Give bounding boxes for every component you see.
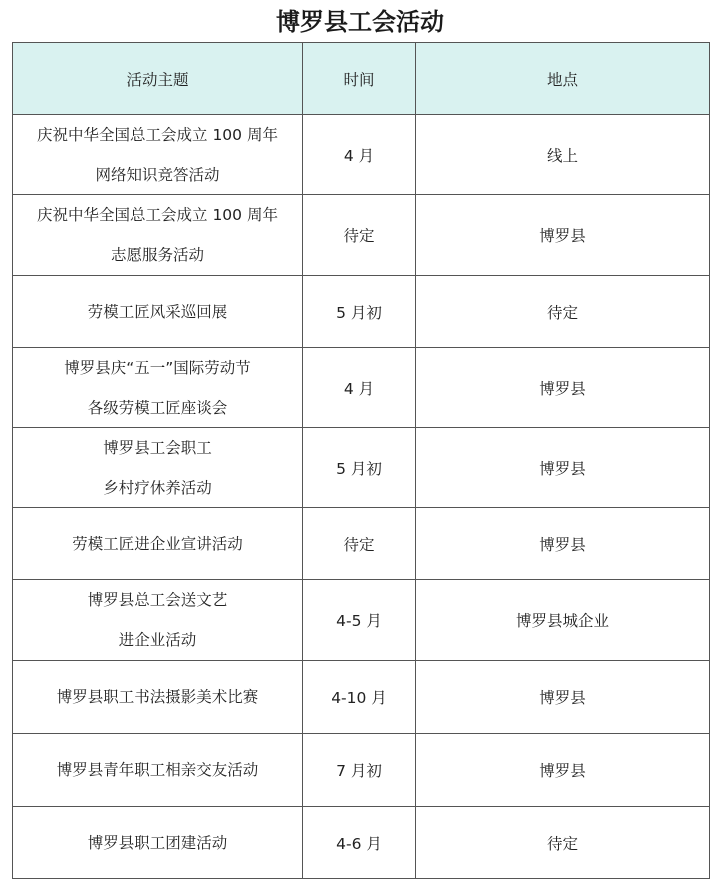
time-cell: 4-6 月	[303, 807, 416, 879]
place-cell: 线上	[416, 115, 710, 195]
table-row	[13, 580, 710, 661]
time-cell: 5 月初	[303, 276, 416, 348]
theme-line: 乡村疗休养活动	[103, 478, 212, 497]
table-row	[13, 195, 710, 276]
place-cell: 博罗县	[416, 428, 710, 508]
theme-line: 劳模工匠风采巡回展	[87, 302, 228, 321]
theme-line: 各级劳模工匠座谈会	[87, 398, 228, 417]
place-cell: 待定	[416, 807, 710, 879]
time-cell: 4 月	[303, 115, 416, 195]
theme-cell	[13, 508, 303, 580]
table-row	[13, 807, 710, 879]
place-cell: 博罗县	[416, 348, 710, 428]
place-cell: 博罗县	[416, 734, 710, 807]
theme-cell	[13, 115, 303, 195]
time-cell: 7 月初	[303, 734, 416, 807]
place-cell: 博罗县	[416, 508, 710, 580]
theme-line: 博罗县青年职工相亲交友活动	[56, 761, 259, 779]
theme-line: 志愿服务活动	[110, 246, 204, 264]
time-cell: 4 月	[303, 348, 416, 428]
theme-cell	[13, 428, 303, 508]
theme-line: 博罗县总工会送文艺	[87, 591, 228, 609]
theme-line: 博罗县工会职工	[103, 438, 212, 457]
table-row	[13, 508, 710, 580]
place-cell: 博罗县	[416, 661, 710, 734]
time-cell: 待定	[303, 508, 416, 580]
theme-line: 劳模工匠进企业宣讲活动	[72, 534, 243, 553]
time-cell: 待定	[303, 195, 416, 276]
table-row	[13, 661, 710, 734]
theme-line: 博罗县庆“五一”国际劳动节	[64, 358, 251, 377]
table-row	[13, 276, 710, 348]
table-row	[13, 115, 710, 195]
table-row	[13, 734, 710, 807]
header-place: 地点	[416, 43, 710, 115]
page-title: 博罗县工会活动	[276, 8, 444, 36]
time-cell: 5 月初	[303, 428, 416, 508]
place-cell: 博罗县城企业	[416, 580, 710, 661]
header-theme: 活动主题	[13, 43, 303, 115]
activities-table	[12, 42, 710, 879]
theme-line: 进企业活动	[118, 631, 197, 649]
theme-line: 庆祝中华全国总工会成立 100 周年	[37, 206, 278, 224]
theme-cell	[13, 195, 303, 276]
table-row	[13, 428, 710, 508]
theme-cell	[13, 661, 303, 734]
theme-cell	[13, 276, 303, 348]
theme-line: 网络知识竞答活动	[95, 165, 220, 184]
time-cell: 4-10 月	[303, 661, 416, 734]
theme-line: 博罗县职工团建活动	[87, 833, 228, 852]
theme-cell	[13, 734, 303, 807]
table-header-row	[13, 43, 710, 115]
time-cell: 4-5 月	[303, 580, 416, 661]
place-cell: 待定	[416, 276, 710, 348]
theme-line: 庆祝中华全国总工会成立 100 周年	[37, 125, 278, 144]
theme-cell	[13, 348, 303, 428]
theme-cell	[13, 580, 303, 661]
header-time: 时间	[303, 43, 416, 115]
place-cell: 博罗县	[416, 195, 710, 276]
theme-line: 博罗县职工书法摄影美术比赛	[56, 688, 259, 706]
table-row	[13, 348, 710, 428]
theme-cell	[13, 807, 303, 879]
